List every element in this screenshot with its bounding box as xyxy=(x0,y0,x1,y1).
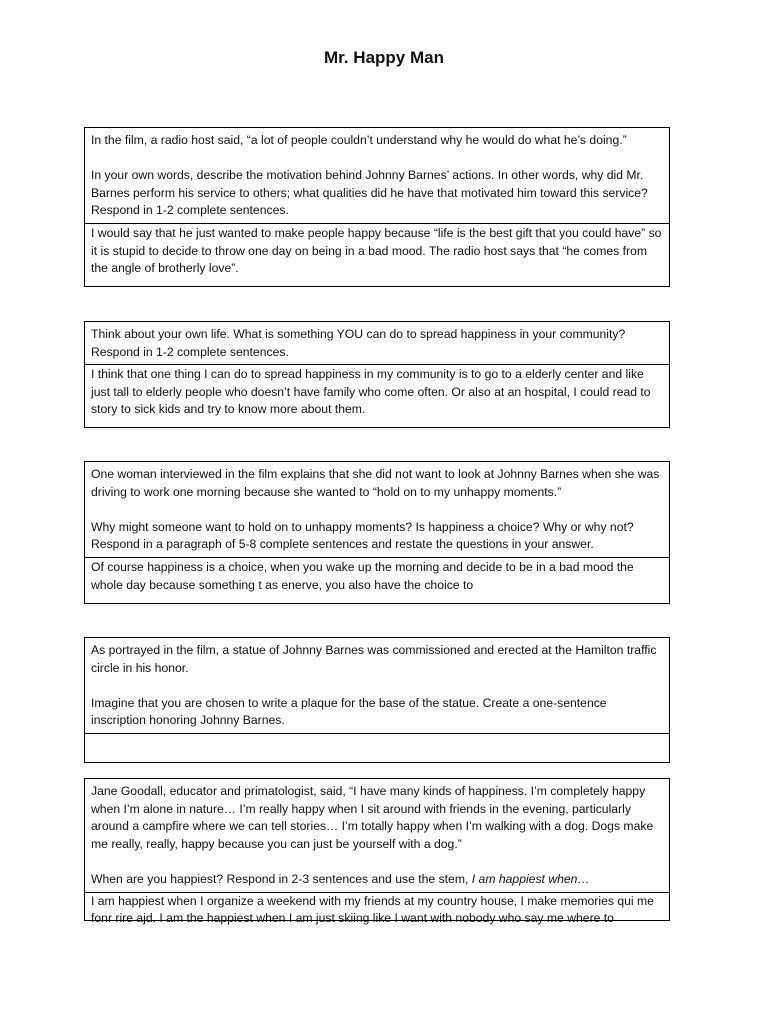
prompt-paragraph: One woman interviewed in the film explains that she did not want to look at Johnny Barnes when she was driving to work one morning because she wanted to “hold on to my unhappy moments.” xyxy=(91,467,660,499)
prompt-stem: I am happiest when… xyxy=(471,871,590,886)
answer-field[interactable]: I am happiest when I organize a weekend with my friends at my country house, I make memories qui me fonr rire ajd. I am the happiest when I am just skiing like I want with nobody who say me where to xyxy=(85,892,669,930)
answer-field[interactable] xyxy=(85,733,669,767)
page-title: Mr. Happy Man xyxy=(324,48,444,67)
answer-field[interactable]: I would say that he just wanted to make people happy because “life is the best gift that you could have” so it is stupid to decide to throw one day on being in a bad mood. The radio host says that “he comes from the angle of brotherly love”. xyxy=(85,223,669,280)
prompt-paragraph: Think about your own life. What is something YOU can do to spread happiness in your community? Respond in 1-2 complete sentences. xyxy=(91,327,626,359)
question-prompt xyxy=(85,462,669,557)
prompt-paragraph: In the film, a radio host said, “a lot of people couldn’t understand why he would do what he’s doing.” xyxy=(91,133,627,147)
answer-field[interactable]: Of course happiness is a choice, when you wake up the morning and decide to be in a bad mood the whole day because something t as enerve, you also have the choice to xyxy=(85,557,669,598)
question-prompt xyxy=(85,779,669,892)
question-prompt xyxy=(85,638,669,733)
prompt-paragraph xyxy=(91,871,663,889)
question-prompt xyxy=(85,128,669,223)
question-box-5 xyxy=(84,778,670,926)
prompt-paragraph: In your own words, describe the motivation behind Johnny Barnes’ actions. In other words, why did Mr. Barnes perform his service to others; what qualities did he have that motivated him toward this service? Respond in 1-2 complete sentences. xyxy=(91,168,648,218)
answer-field[interactable]: I think that one thing I can do to spread happiness in my community is to go to a elderly center and like just tall to elderly people who doesn’t have family who come often. Or also at an hospital, I could read to story to sick kids and try to know more about them. xyxy=(85,364,669,421)
prompt-paragraph: Imagine that you are chosen to write a plaque for the base of the statue. Create a one-sentence inscription honoring Johnny Barnes. xyxy=(91,695,607,728)
question-box-2 xyxy=(84,321,670,428)
question-box-4 xyxy=(84,637,670,763)
question-box-3 xyxy=(84,461,670,604)
question-prompt xyxy=(85,322,669,364)
prompt-lead: When are you happiest? Respond in 2-3 sentences and use the stem, xyxy=(91,871,472,886)
prompt-paragraph: Why might someone want to hold on to unhappy moments? Is happiness a choice? Why or why not? Respond in a paragraph of 5-8 complete sentences and restate the questions in your answer. xyxy=(91,519,634,552)
prompt-paragraph: Jane Goodall, educator and primatologist, said, “I have many kinds of happiness. I’m completely happy when I’m alone in nature… I’m really happy when I sit around with friends in the evening, particularly around a campfire where we can tell stories… I’m totally happy when I’m walking with a dog. Dogs make me really, really, happy because you can just be yourself with a dog.” xyxy=(91,784,654,851)
question-box-1 xyxy=(84,127,670,287)
prompt-paragraph: As portrayed in the film, a statue of Johnny Barnes was commissioned and erected at the Hamilton traffic circle in his honor. xyxy=(91,643,657,675)
